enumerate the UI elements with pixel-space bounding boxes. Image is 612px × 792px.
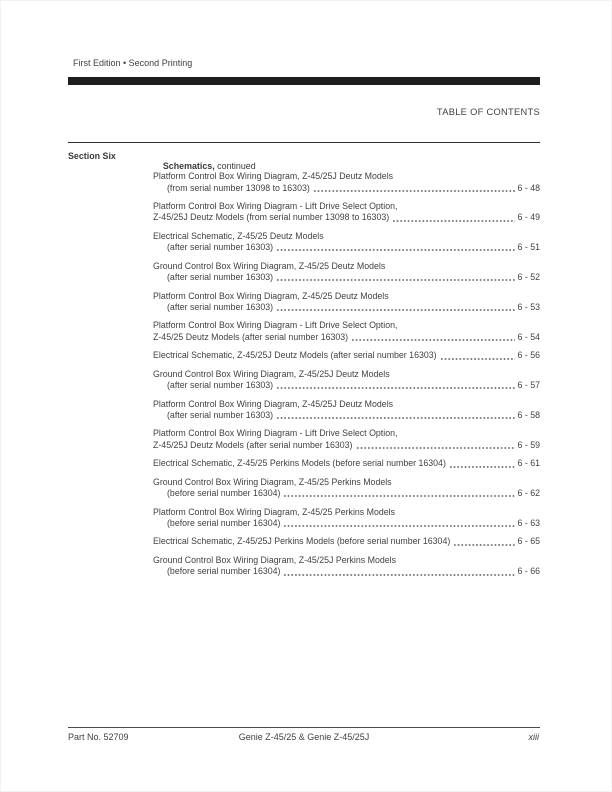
toc-entry-line-1 bbox=[153, 261, 540, 273]
toc-entry-list bbox=[153, 171, 540, 585]
toc-entry bbox=[153, 261, 540, 284]
toc-entry-text: Platform Control Box Wiring Diagram - Lift Drive Select Option, bbox=[153, 200, 398, 211]
toc-entry-text: Ground Control Box Wiring Diagram, Z-45/25 Perkins Models bbox=[153, 476, 392, 487]
toc-entry-line-1 bbox=[153, 350, 540, 362]
part-number: Part No. 52709 bbox=[68, 732, 129, 742]
toc-entry-text: (after serial number 16303) bbox=[167, 272, 274, 283]
dot-leader bbox=[356, 440, 515, 452]
page-ref: 6 - 59 bbox=[517, 440, 540, 451]
page-ref: 6 - 58 bbox=[517, 410, 540, 421]
toc-entry-text: Z-45/25 Deutz Models (after serial number 16303) bbox=[153, 332, 349, 342]
page-ref: 6 - 54 bbox=[517, 332, 540, 342]
toc-entry-line-2 bbox=[153, 566, 540, 578]
toc-entry-text: Electrical Schematic, Z-45/25J Deutz Models (after serial number 16303) bbox=[153, 350, 437, 361]
toc-entry-line-2 bbox=[153, 488, 540, 500]
toc-entry-line-2 bbox=[153, 242, 540, 254]
toc-entry-line-2 bbox=[153, 518, 540, 530]
page-ref: 6 - 61 bbox=[517, 458, 540, 469]
content-top-rule bbox=[68, 142, 540, 143]
header-divider-bar bbox=[68, 77, 540, 85]
toc-entry-text: Z-45/25J Deutz Models (after serial number 16303) bbox=[153, 440, 353, 451]
dot-leader bbox=[283, 566, 514, 578]
dot-leader bbox=[283, 488, 514, 500]
dot-leader bbox=[392, 212, 514, 224]
toc-entry-line-1 bbox=[153, 320, 540, 332]
toc-entry-line-1 bbox=[153, 536, 540, 548]
toc-entry-line-2 bbox=[153, 380, 540, 392]
toc-entry-text: Z-45/25J Deutz Models (from serial number 13098 to 16303) bbox=[153, 212, 390, 223]
toc-entry-text: (after serial number 16303) bbox=[167, 242, 274, 253]
toc-entry-line-2 bbox=[153, 272, 540, 284]
page-ref: 6 - 49 bbox=[517, 212, 540, 223]
dot-leader bbox=[276, 380, 514, 392]
toc-entry bbox=[153, 231, 540, 254]
toc-entry-text: Ground Control Box Wiring Diagram, Z-45/25J Deutz Models bbox=[153, 368, 390, 379]
toc-entry-text: (before serial number 16304) bbox=[167, 518, 281, 529]
toc-entry-line-1 bbox=[153, 428, 540, 440]
toc-entry-text: Electrical Schematic, Z-45/25 Deutz Models bbox=[153, 230, 324, 241]
toc-entry-text: (before serial number 16304) bbox=[167, 488, 281, 499]
dot-leader bbox=[283, 518, 514, 530]
toc-entry-text: Electrical Schematic, Z-45/25J Perkins Models (before serial number 16304) bbox=[153, 536, 451, 547]
toc-entry-line-2 bbox=[153, 410, 540, 422]
toc-entry-text: Platform Control Box Wiring Diagram - Lift Drive Select Option, bbox=[153, 428, 398, 439]
toc-entry-line-1 bbox=[153, 171, 540, 183]
toc-entry-text: Platform Control Box Wiring Diagram - Lift Drive Select Option, bbox=[153, 320, 398, 331]
toc-entry-line-1 bbox=[153, 201, 540, 213]
document-title: Genie Z-45/25 & Genie Z-45/25J bbox=[238, 732, 370, 742]
toc-entry-line-2 bbox=[153, 332, 540, 344]
toc-entry-text: Electrical Schematic, Z-45/25 Perkins Models (before serial number 16304) bbox=[153, 458, 446, 469]
page-ref: 6 - 48 bbox=[517, 182, 540, 193]
dot-leader bbox=[351, 332, 514, 344]
page-ref: 6 - 65 bbox=[517, 536, 540, 547]
page-ref: 6 - 51 bbox=[517, 242, 540, 253]
page-ref: 6 - 63 bbox=[517, 518, 540, 529]
section-title-name: Schematics, bbox=[162, 161, 215, 171]
section-label: Section Six bbox=[68, 151, 116, 161]
toc-entry-text: (after serial number 16303) bbox=[167, 410, 274, 421]
page-ref: 6 - 57 bbox=[517, 380, 540, 391]
dot-leader bbox=[449, 458, 515, 470]
footer-rule bbox=[68, 727, 540, 728]
section-title-continued: continued bbox=[214, 161, 256, 171]
page-ref: 6 - 53 bbox=[517, 302, 540, 313]
page-ref: 6 - 56 bbox=[517, 350, 540, 361]
toc-entry bbox=[153, 428, 540, 451]
toc-entry-line-2 bbox=[153, 212, 540, 224]
toc-entry-line-1 bbox=[153, 231, 540, 243]
page-ref: 6 - 62 bbox=[517, 488, 540, 499]
toc-entry-line-2 bbox=[153, 440, 540, 452]
toc-entry-line-1 bbox=[153, 399, 540, 411]
toc-entry bbox=[153, 350, 540, 362]
toc-entry-line-1 bbox=[153, 369, 540, 381]
dot-leader bbox=[276, 410, 514, 422]
dot-leader bbox=[276, 272, 514, 284]
page-ref: 6 - 66 bbox=[517, 566, 540, 577]
toc-entry-text: Ground Control Box Wiring Diagram, Z-45/25 Deutz Models bbox=[153, 260, 386, 271]
toc-entry-line-1 bbox=[153, 555, 540, 567]
toc-entry-line-1 bbox=[153, 507, 540, 519]
page-number: xiii bbox=[528, 732, 539, 742]
toc-entry-line-1 bbox=[153, 458, 540, 470]
toc-entry-line-1 bbox=[153, 291, 540, 303]
page-title: TABLE OF CONTENTS bbox=[436, 107, 540, 117]
toc-entry bbox=[153, 291, 540, 314]
toc-entry-line-2 bbox=[153, 183, 540, 195]
toc-entry-text: (from serial number 13098 to 16303) bbox=[167, 182, 310, 193]
dot-leader bbox=[276, 302, 514, 314]
toc-entry bbox=[153, 555, 540, 578]
dot-leader bbox=[453, 536, 514, 548]
toc-entry-text: Platform Control Box Wiring Diagram, Z-45/25 Deutz Models bbox=[153, 290, 389, 301]
toc-entry bbox=[153, 458, 540, 470]
edition-printing-label: First Edition • Second Printing bbox=[73, 58, 193, 68]
toc-entry-text: Ground Control Box Wiring Diagram, Z-45/25J Perkins Models bbox=[153, 554, 396, 565]
toc-entry-text: (after serial number 16303) bbox=[167, 302, 274, 313]
toc-entry-line-2 bbox=[153, 302, 540, 314]
toc-entry bbox=[153, 399, 540, 422]
toc-entry-text: Platform Control Box Wiring Diagram, Z-45/25J Deutz Models bbox=[153, 398, 394, 409]
toc-entry-text: Platform Control Box Wiring Diagram, Z-45/25 Perkins Models bbox=[153, 506, 395, 517]
toc-entry bbox=[153, 369, 540, 392]
toc-entry-line-1 bbox=[153, 477, 540, 489]
page-ref: 6 - 52 bbox=[517, 272, 540, 283]
toc-entry-text: (before serial number 16304) bbox=[167, 566, 281, 577]
dot-leader bbox=[276, 242, 514, 254]
toc-entry-text: (after serial number 16303) bbox=[167, 380, 274, 391]
dot-leader bbox=[440, 350, 515, 362]
dot-leader bbox=[313, 183, 515, 195]
toc-entry-text: Platform Control Box Wiring Diagram, Z-45/25J Deutz Models bbox=[153, 171, 394, 181]
toc-entry bbox=[153, 171, 540, 194]
toc-entry bbox=[153, 536, 540, 548]
toc-entry bbox=[153, 507, 540, 530]
toc-entry bbox=[153, 477, 540, 500]
toc-entry bbox=[153, 201, 540, 224]
toc-entry bbox=[153, 320, 540, 343]
